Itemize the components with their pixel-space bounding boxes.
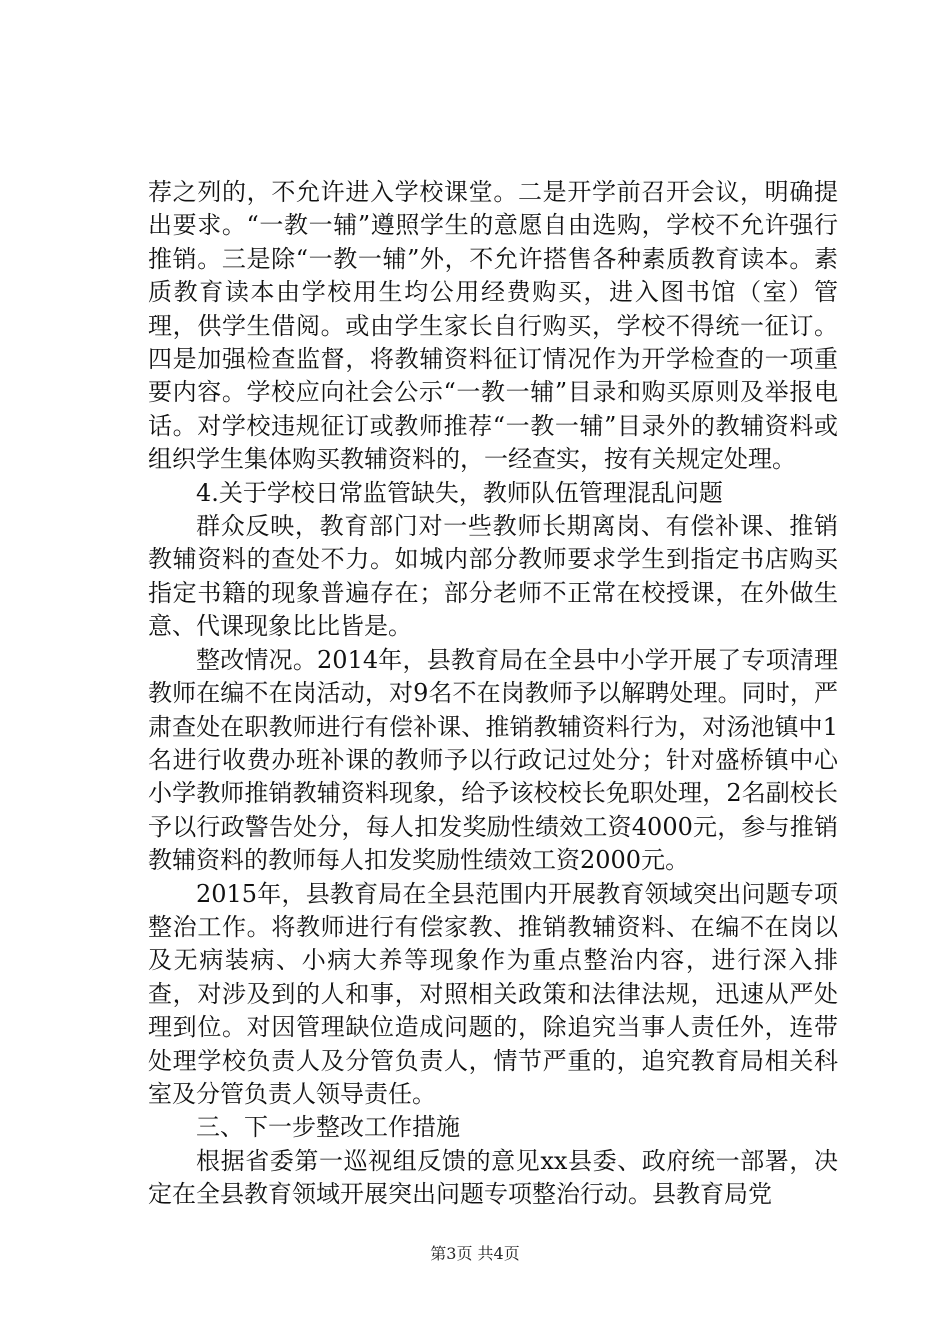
paragraph-public-feedback: 群众反映，教育部门对一些教师长期离岗、有偿补课、推销教辅资料的查处不力。如城内部分教师要求学生到指定书店购买指定书籍的现象普遍存在；部分老师不正常在校授课，在外做生意、代课现象比比皆是。	[148, 512, 838, 641]
section-heading-3: 三、下一步整改工作措施	[196, 1113, 460, 1142]
section-heading-4: 4.关于学校日常监管缺失，教师队伍管理混乱问题	[196, 478, 723, 507]
paragraph-next-steps: 根据省委第一巡视组反馈的意见xx县委、政府统一部署，决定在全县教育领域开展突出问题专项整治行动。县教育局党	[148, 1146, 838, 1209]
paragraph-rectification-2015: 2015年，县教育局在全县范围内开展教育领域突出问题专项整治工作。将教师进行有偿家教、推销教辅资料、在编不在岗以及无病装病、小病大养等现象作为重点整治内容，进行深入排查，对涉及到的人和事，对照相关政策和法律法规，迅速从严处理到位。对因管理缺位造成问题的，除追究当事人责任外，连带处理学校负责人及分管负责人，情节严重的，追究教育局相关科室及分管负责人领导责任。	[148, 879, 838, 1108]
page-number-footer: 第3页 共4页	[430, 1244, 520, 1263]
paragraph-rectification-2014: 整改情况。2014年，县教育局在全县中小学开展了专项清理教师在编不在岗活动，对9名不在岗教师予以解聘处理。同时，严肃查处在职教师进行有偿补课、推销教辅资料行为，对汤池镇中1名进行收费办班补课的教师予以行政记过处分；针对盛桥镇中心小学教师推销教辅资料现象，给予该校校长免职处理，2名副校长予以行政警告处分，每人扣发奖励性绩效工资4000元，参与推销教辅资料的教师每人扣发奖励性绩效工资2000元。	[148, 645, 838, 875]
document-body	[148, 176, 838, 1212]
paragraph-continuation: 荐之列的，不允许进入学校课堂。二是开学前召开会议，明确提出要求。“一教一辅”遵照学生的意愿自由选购，学校不允许强行推销。三是除“一教一辅”外，不允许搭售各种素质教育读本。素质教育读本由学校用生均公用经费购买，进入图书馆（室）管理，供学生借阅。或由学生家长自行购买，学校不得统一征订。四是加强检查监督，将教辅资料征订情况作为开学检查的一项重要内容。学校应向社会公示“一教一辅”目录和购买原则及举报电话。对学校违规征订或教师推荐“一教一辅”目录外的教辅资料或组织学生集体购买教辅资料的，一经查实，按有关规定处理。	[148, 178, 838, 474]
